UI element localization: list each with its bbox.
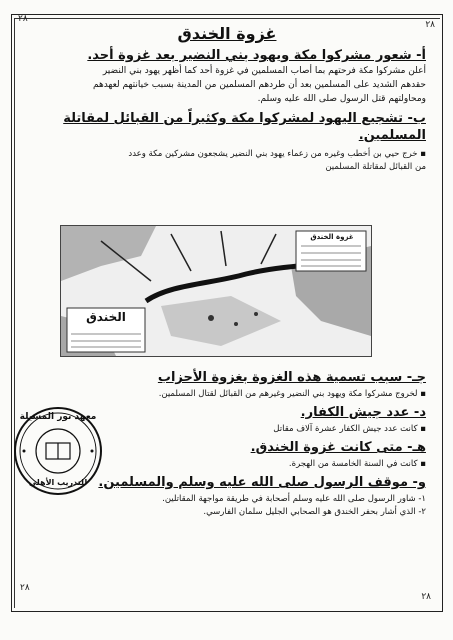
section-b-line: ▪ خرج حيي بن أخطب وغيره من زعماء يهود بني النضير يشجعون مشركين مكة وعدد <box>128 149 426 159</box>
section-a-line: ومحاولتهم قتل الرسول صلى الله عليه وسلم. <box>257 94 426 104</box>
section-a-line: أعلن مشركوا مكة فرحتهم بما أصاب المسلمين في غزوة أحد كما أظهر يهود بني النضير <box>102 66 426 76</box>
stamp-text-bottom: للتدريب الأهلي <box>28 478 88 487</box>
section-b-heading: ب- تشجيع اليهود لمشركوا مكة وكثيراً من القبائل لمقاتلة <box>63 111 426 126</box>
section-f-line: ٢- الذي أشار بحفر الخندق هو الصحابي الجليل سلمان الفارسي. <box>203 507 426 517</box>
map-illustration <box>61 226 371 356</box>
section-a-line: حقدهم الشديد على المسلمين بعد أن طردهم المسلمين من المدينة بسبب خيانتهم لعهدهم <box>92 80 426 90</box>
page-title: غزوة الخندق <box>177 24 277 43</box>
section-e-heading: هـ- متى كانت غزوة الخندق. <box>250 440 426 455</box>
section-b-heading-cont: المسلمين. <box>358 128 426 143</box>
section-e-line: ▪ كانت في السنة الخامسة من الهجرة. <box>288 459 426 469</box>
stamp-text-top: معهد نور المسيلة <box>19 412 97 422</box>
section-d-line: ▪ كانت عدد جيش الكفار عشرة آلاف مقاتل <box>273 424 426 434</box>
page-number-bottom-left: ٢٨ <box>20 583 30 593</box>
map-caption: الخندق <box>86 310 126 324</box>
page-number-top-left: ٢٨ <box>18 14 28 24</box>
section-c-line: ▪ لخروج مشركوا مكة ويهود بني النضير وغيرهم من القبائل لقتال المسلمين. <box>158 389 426 399</box>
map-legend-title: غزوة الخندق <box>310 233 354 241</box>
section-f-heading: و- موقف الرسول صلى الله عليه وسلم والمسلمين. <box>98 475 426 490</box>
page-number-bottom-right: ٢٨ <box>421 592 431 602</box>
page-number-top-right: ٢٨ <box>425 20 435 30</box>
khandaq-map <box>60 225 372 357</box>
section-c-heading: جـ- سبب تسمية هذه الغزوة بغزوة الأحزاب <box>157 370 426 385</box>
section-a-heading: أ- شعور مشركوا مكة ويهود بني النضير بعد غزوة أحد. <box>87 48 426 63</box>
section-f-line: ١- شاور الرسول صلى الله عليه وسلم أصحابة في طريقة مواجهة المقاتلين. <box>162 494 426 504</box>
institute-stamp <box>12 405 104 497</box>
document-body <box>28 22 426 174</box>
section-b-line: من القبائل لمقاتلة المسلمين <box>325 162 426 172</box>
section-d-heading: د- عدد جيش الكفار. <box>300 405 426 420</box>
